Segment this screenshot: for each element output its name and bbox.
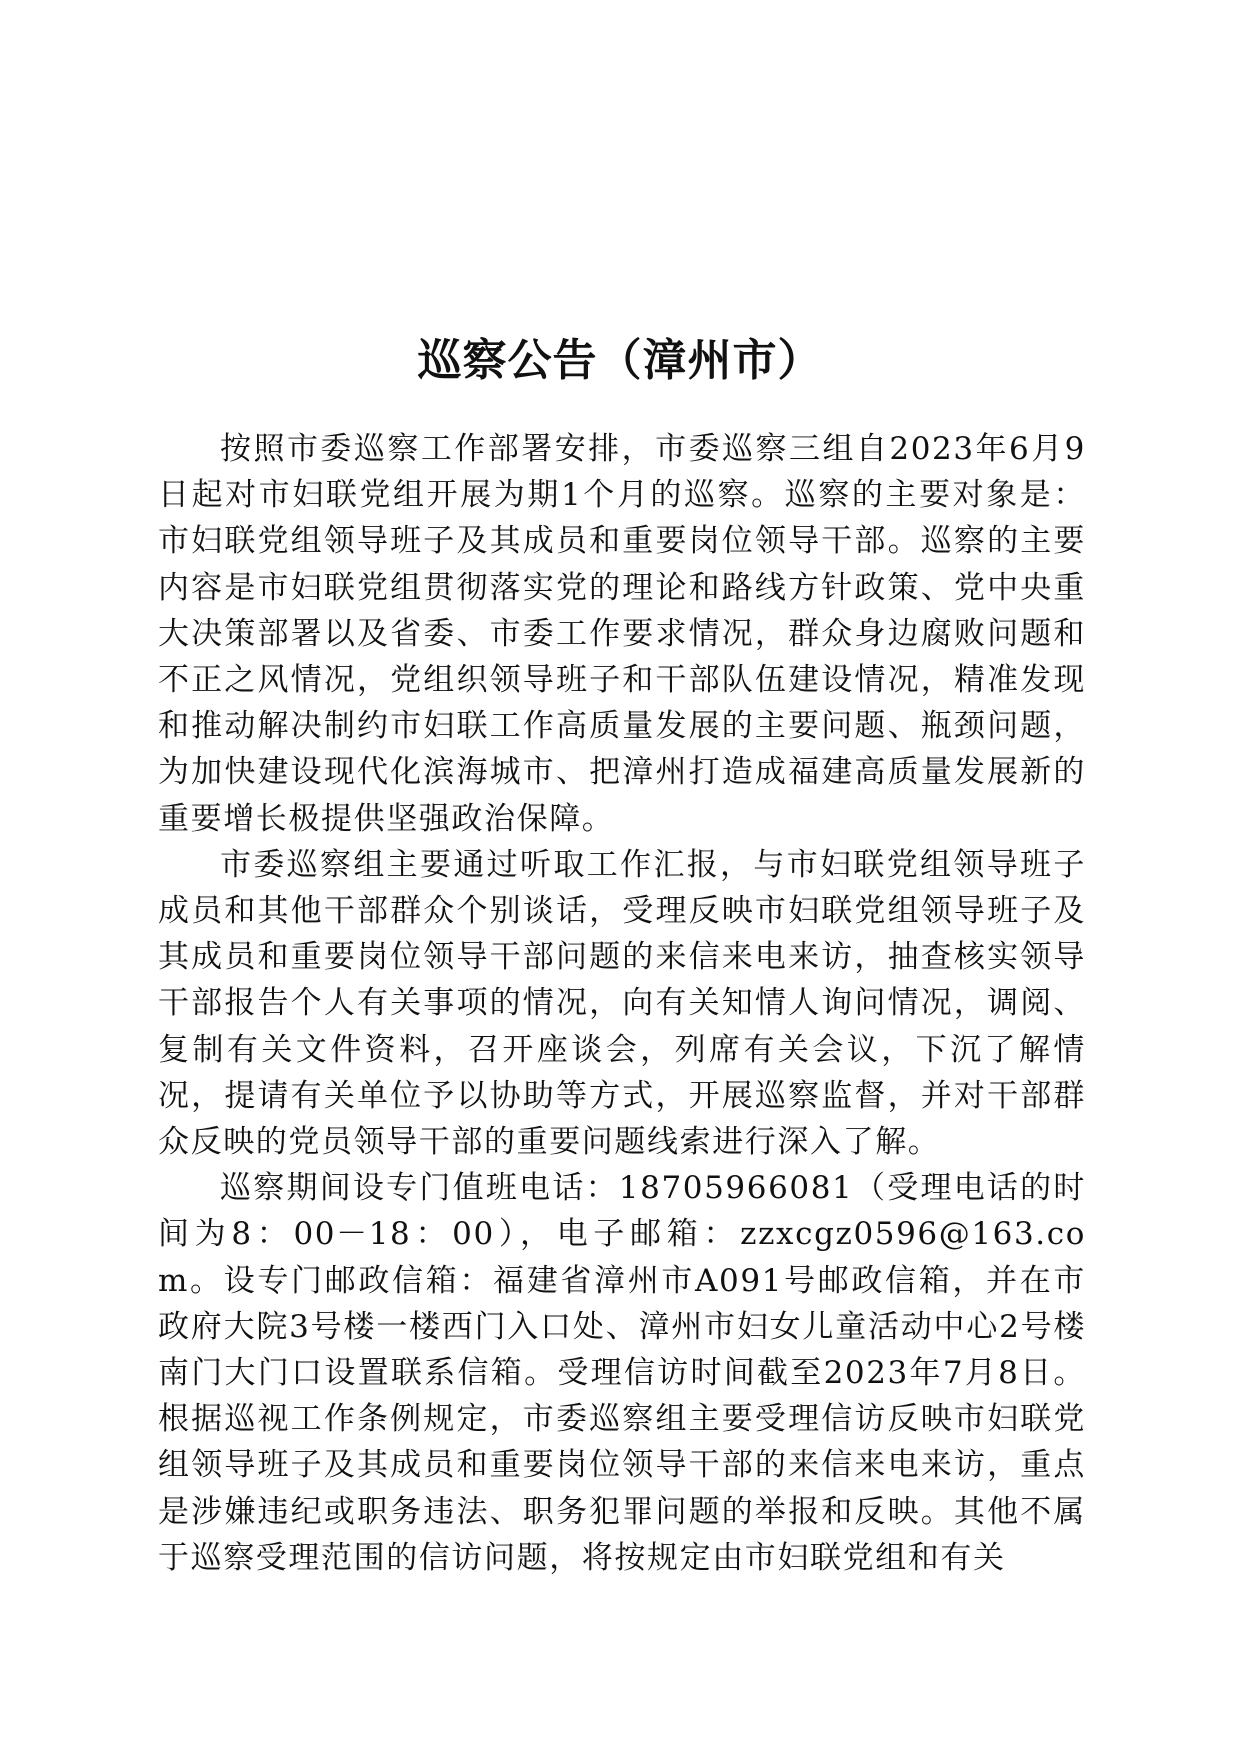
document-body: [158, 426, 1086, 1581]
paragraph-inspection-methods: 市委巡察组主要通过听取工作汇报，与市妇联党组领导班子成员和其他干部群众个别谈话，受理反映市妇联党组领导班子及其成员和重要岗位领导干部问题的来信来电来访，抽查核实领导干部报告个人有关事项的情况，向有关知情人询问情况，调阅、复制有关文件资料，召开座谈会，列席有关会议，下沉了解情况，提请有关单位予以协助等方式，开展巡察监督，并对干部群众反映的党员领导干部的重要问题线索进行深入了解。: [158, 846, 1086, 1161]
paragraph-inspection-arrangement: 按照市委巡察工作部署安排，市委巡察三组自2023年6月9日起对市妇联党组开展为期1个月的巡察。巡察的主要对象是：市妇联党组领导班子及其成员和重要岗位领导干部。巡察的主要内容是市妇联党组贯彻落实党的理论和路线方针政策、党中央重大决策部署以及省委、市委工作要求情况，群众身边腐败问题和不正之风情况，党组织领导班子和干部队伍建设情况，精准发现和推动解决制约市妇联工作高质量发展的主要问题、瓶颈问题，为加快建设现代化滨海城市、把漳州打造成福建高质量发展新的重要增长极提供坚强政治保障。: [158, 431, 1086, 837]
paragraph-contact-information: 巡察期间设专门值班电话：18705966081（受理电话的时间为8：00－18：00），电子邮箱：zzxcgz0596@163.com。设专门邮政信箱：福建省漳州市A091号邮政信箱，并在市政府大院3号楼一楼西门入口处、漳州市妇女儿童活动中心2号楼南门大门口设置联系信箱。受理信访时间截至2023年7月8日。根据巡视工作条例规定，市委巡察组主要受理信访反映市妇联党组领导班子及其成员和重要岗位领导干部的来信来电来访，重点是涉嫌违纪或职务违法、职务犯罪问题的举报和反映。其他不属于巡察受理范围的信访问题，将按规定由市妇联党组和有关: [158, 1170, 1086, 1576]
document-title: 巡察公告（漳州市）: [417, 335, 823, 387]
